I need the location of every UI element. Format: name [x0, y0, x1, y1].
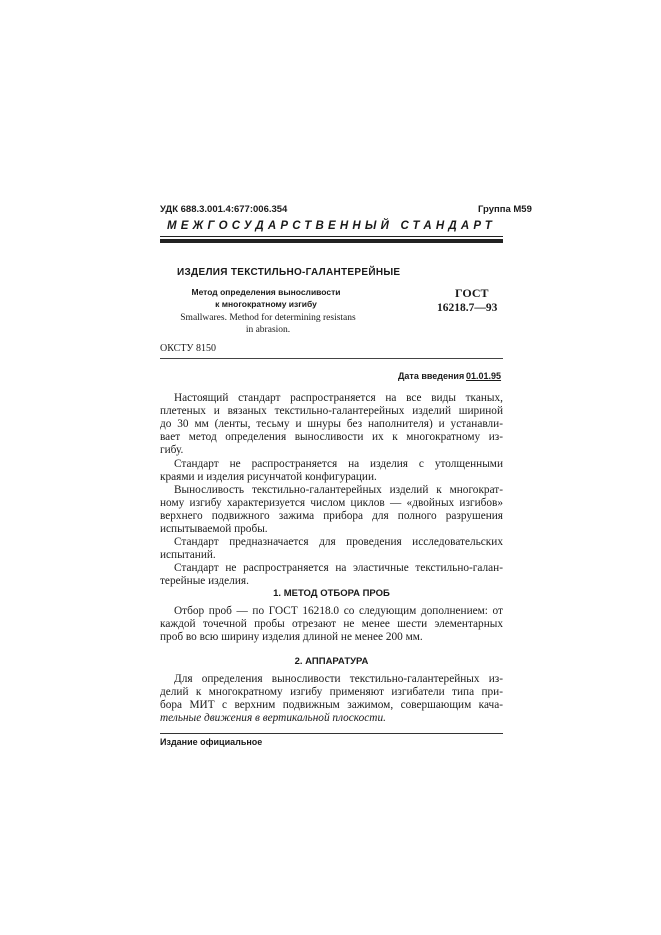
intro-paragraph-1: [160, 392, 503, 457]
intro-paragraph-2: [160, 458, 503, 484]
section-1-paragraph: [160, 605, 503, 644]
footer-rule: [160, 733, 503, 734]
document-title: ИЗДЕЛИЯ ТЕКСТИЛЬНО-ГАЛАНТЕРЕЙНЫЕ: [177, 267, 401, 278]
gost-label: ГОСТ: [455, 286, 489, 300]
text-line: тельные движения в вертикальной плоскости.: [160, 712, 386, 725]
oksu-rule: [160, 358, 503, 359]
group-code: Группа М59: [478, 204, 532, 215]
subtitle-line-1: Метод определения выносливости: [191, 287, 341, 297]
text-line: каждой точечной пробы отрезают не менее шести элементарных: [160, 618, 503, 631]
english-title-line-1: Smallwares. Method for determining resistans: [180, 313, 356, 323]
header-rule-thin: [160, 236, 503, 237]
standard-banner: МЕЖГОСУДАРСТВЕННЫЙ СТАНДАРТ: [166, 220, 497, 232]
text-line: плетеных и вязаных текстильно-галантерейных изделий шириной: [160, 405, 503, 418]
text-line: вает метод определения выносливости их к многократному из-: [160, 431, 503, 444]
text-line: испытаний.: [160, 549, 216, 562]
intro-date-label: Дата введения: [398, 371, 465, 381]
text-line: до 30 мм (ленты, тесьму и шнуры без наполнителя) и устанавли-: [160, 418, 503, 431]
text-line: Настоящий стандарт распространяется на все виды тканых,: [174, 392, 503, 404]
gost-number: 16218.7—93: [437, 302, 498, 314]
english-title-line-2: in abrasion.: [245, 325, 291, 335]
text-line: проб во всю ширину изделия длиной не менее 200 мм.: [160, 631, 423, 644]
text-line: Стандарт не распространяется на изделия с утолщенными: [174, 457, 503, 470]
text-line: верхнего подвижного зажима прибора для полного разрушения: [160, 509, 503, 522]
intro-date-value: 01.01.95: [466, 371, 502, 381]
intro-paragraph-5: [160, 562, 503, 588]
section-2-paragraph: [160, 673, 503, 725]
text-line: Для определения выносливости текстильно-галантерейных из-: [174, 673, 503, 685]
edition-note: Издание официальное: [160, 737, 263, 747]
text-line: бора МИТ с верхним подвижным зажимом, совершающим кача-: [160, 699, 503, 712]
text-line: терейные изделия.: [160, 575, 249, 588]
text-line: Выносливость текстильно-галантерейных изделий к многократ-: [174, 483, 503, 496]
section-2-heading: 2. АППАРАТУРА: [294, 656, 369, 667]
text-line: Отбор проб — по ГОСТ 16218.0 со следующим дополнением: от: [174, 605, 503, 617]
text-line: Стандарт предназначается для проведения исследовательских: [174, 536, 503, 548]
section-1-heading: 1. МЕТОД ОТБОРА ПРОБ: [273, 588, 390, 599]
text-line: испытываемой пробы.: [160, 522, 268, 535]
text-line: гибу.: [160, 444, 184, 457]
udk-code: УДК 688.3.001.4:677:006.354: [160, 204, 288, 215]
text-line: краями и изделия рисунчатой конфигурации.: [160, 470, 377, 483]
header-rule-thick: [160, 239, 503, 243]
text-line: делий к многократному изгибу применяют изгибатели типа при-: [160, 686, 503, 699]
text-line: Стандарт не распространяется на эластичные текстильно-галан-: [174, 562, 503, 575]
subtitle-line-2: к многократному изгибу: [215, 299, 317, 309]
text-line: ному изгибу характеризуется числом циклов — «двойных изгибов»: [160, 496, 503, 509]
intro-paragraph-4: [160, 536, 503, 562]
oksu-code: ОКСТУ 8150: [160, 343, 217, 354]
intro-paragraph-3: [160, 484, 503, 536]
